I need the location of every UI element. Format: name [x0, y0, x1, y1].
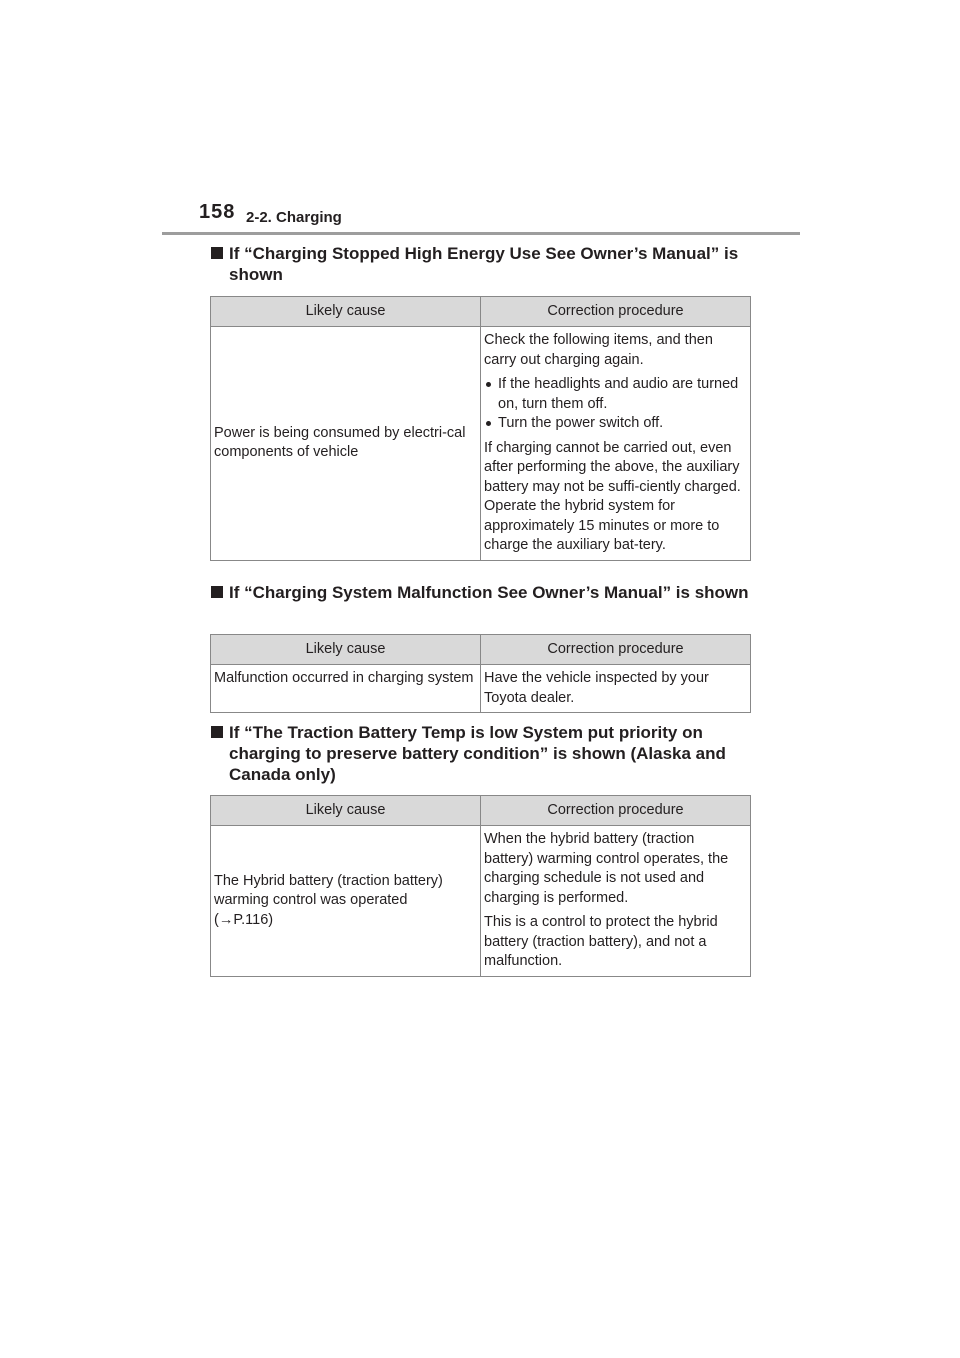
cause-text: The Hybrid battery (traction battery) warming control was operated — [214, 872, 443, 908]
table-header-row — [211, 297, 751, 327]
heading-text: If “Charging System Malfunction See Owner’s Manual” is shown — [229, 583, 749, 602]
procedure-cell — [481, 826, 751, 977]
page-number: 158 — [199, 201, 236, 223]
square-bullet-icon — [211, 586, 223, 598]
heading-text: If “Charging Stopped High Energy Use See Owner’s Manual” is shown — [229, 244, 739, 284]
procedure-note: If charging cannot be carried out, even after performing the above, the auxiliary battery may not be suffi-ciently charged. Operate the hybrid system for approximately 15 minutes or more to charge the auxiliary bat-tery. — [484, 439, 741, 553]
section-heading-traction-battery-temp — [211, 722, 769, 785]
table-header-row — [211, 796, 751, 826]
table-system-malfunction — [210, 634, 751, 713]
cause-cell: Power is being consumed by electri-cal components of vehicle — [211, 327, 481, 561]
square-bullet-icon — [211, 247, 223, 259]
table-row — [211, 327, 751, 561]
procedure-paragraph: This is a control to protect the hybrid battery (traction battery), and not a malfunction. — [484, 914, 718, 969]
table-high-energy-use — [210, 296, 751, 561]
cause-cell: Malfunction occurred in charging system — [211, 665, 481, 713]
column-header-correction-procedure: Correction procedure — [481, 635, 751, 665]
square-bullet-icon — [211, 726, 223, 738]
procedure-intro: Check the following items, and then carry out charging again. — [484, 332, 713, 368]
column-header-likely-cause: Likely cause — [211, 635, 481, 665]
table-row — [211, 826, 751, 977]
procedure-list — [484, 375, 747, 434]
section-heading-high-energy-use — [211, 243, 769, 285]
page-reference-link[interactable]: (→P.116) — [214, 911, 274, 928]
list-item: Turn the power switch off. — [484, 414, 747, 434]
table-header-row — [211, 635, 751, 665]
procedure-paragraph: When the hybrid battery (traction battery) warming control operates, the charging schedule is not used and charging is performed. — [484, 831, 729, 906]
list-item: If the headlights and audio are turned on, turn them off. — [484, 375, 747, 414]
cause-cell — [211, 826, 481, 977]
header-divider — [162, 232, 800, 235]
section-heading-system-malfunction — [211, 582, 769, 603]
procedure-cell — [481, 327, 751, 561]
table-traction-battery-temp — [210, 795, 751, 977]
column-header-likely-cause: Likely cause — [211, 297, 481, 327]
procedure-cell: Have the vehicle inspected by your Toyota dealer. — [481, 665, 751, 713]
table-row — [211, 665, 751, 713]
section-title: 2-2. Charging — [246, 209, 342, 226]
heading-text: If “The Traction Battery Temp is low System put priority on charging to preserve battery condition” is shown (Alaska and Canada only) — [229, 723, 726, 784]
column-header-correction-procedure: Correction procedure — [481, 297, 751, 327]
column-header-likely-cause: Likely cause — [211, 796, 481, 826]
column-header-correction-procedure: Correction procedure — [481, 796, 751, 826]
